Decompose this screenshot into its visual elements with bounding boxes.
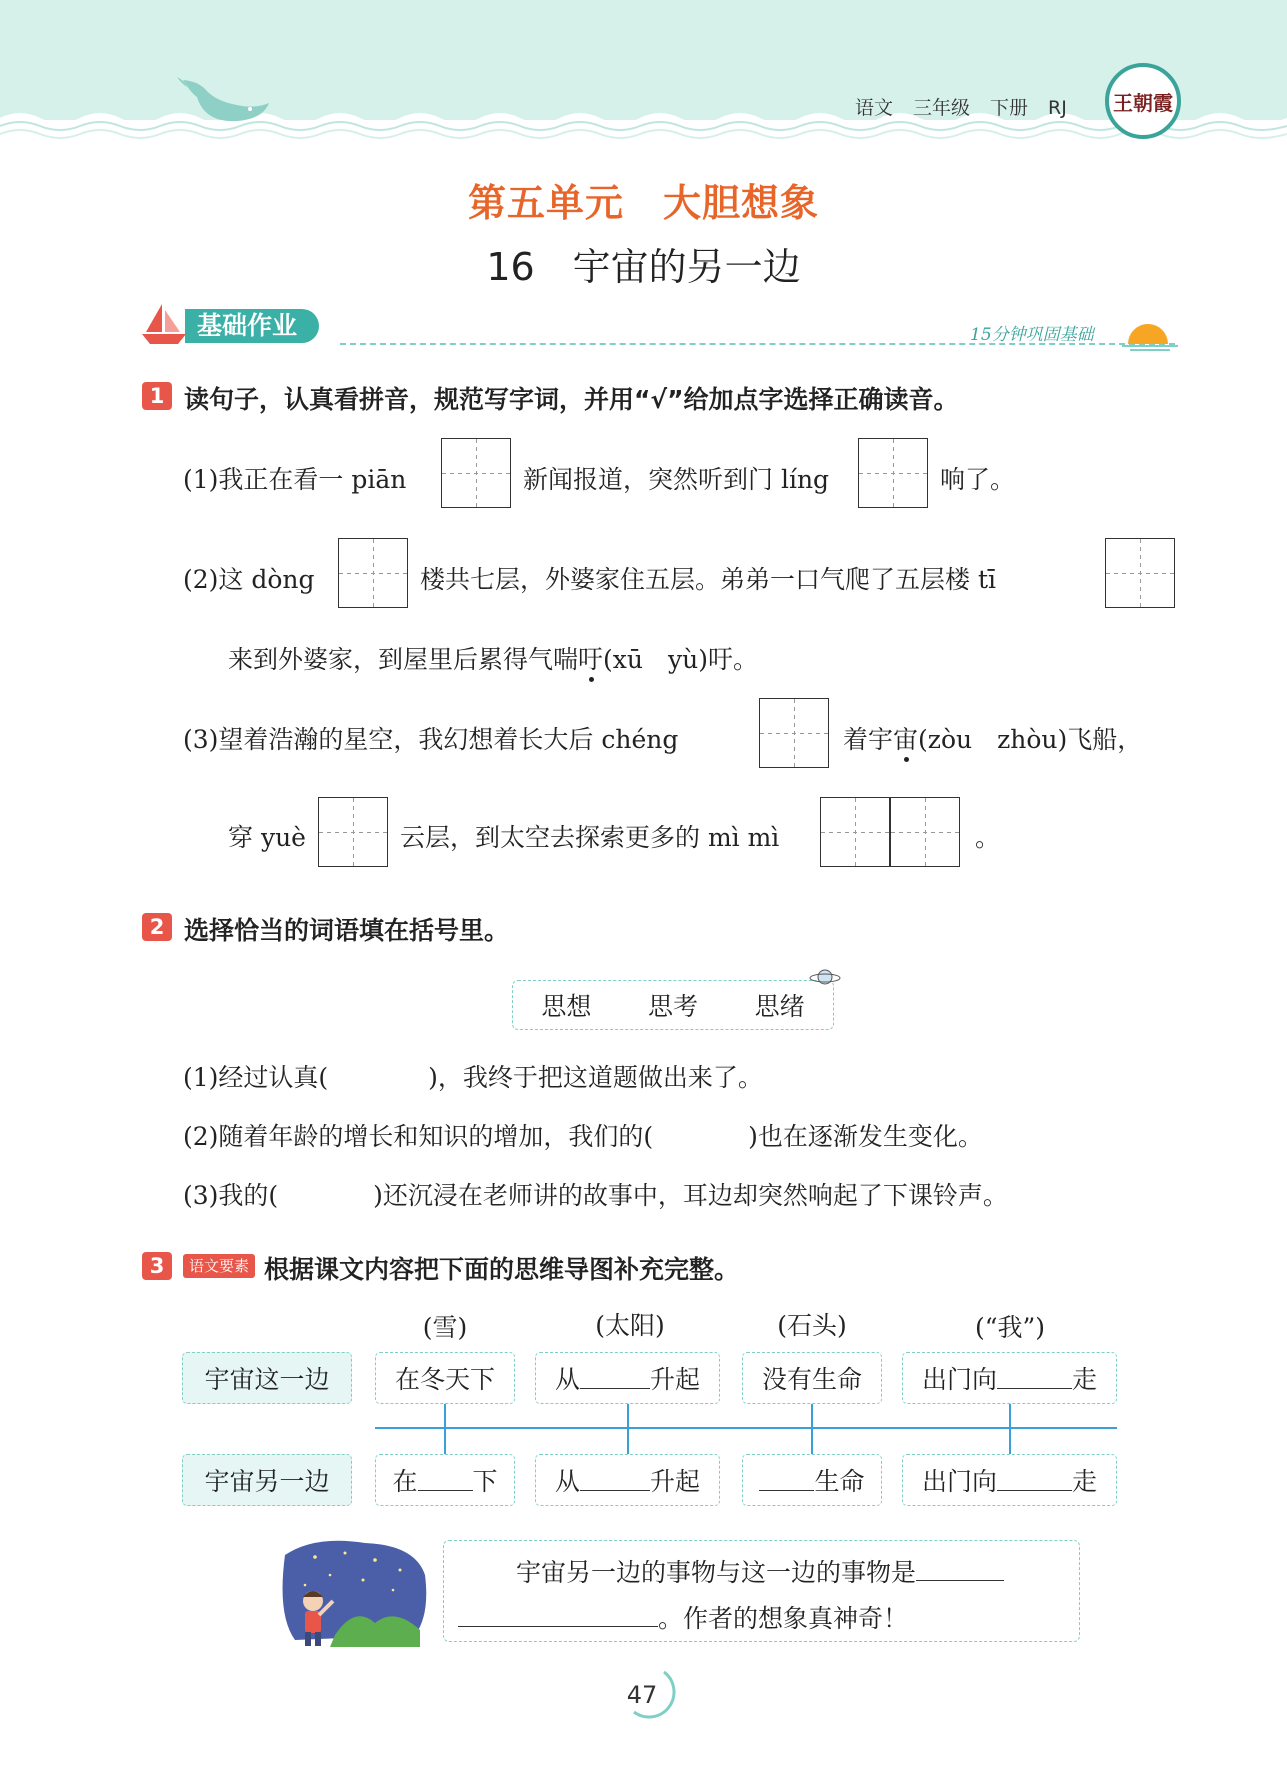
mindmap-row2-label: 宇宙另一边 (182, 1454, 352, 1506)
starry-sky-illustration (275, 1535, 430, 1650)
section-note: 15分钟巩固基础 (970, 325, 1094, 345)
unit-title: 第五单元 大胆想象 (467, 181, 819, 225)
q1-s3-part-d: 云层，到太空去探索更多的 mì mì (400, 823, 780, 852)
q1-s1-part-a: (1)我正在看一 piān (183, 465, 407, 494)
q1-number: 1 (142, 382, 172, 410)
page-number: 47 (626, 1681, 658, 1709)
r2c3-text-b: 生命 (814, 1467, 865, 1496)
logo-text: 王朝霞 (1113, 90, 1173, 115)
summary-line-2 (458, 1599, 908, 1635)
q1-s3-part-a: (3)望着浩瀚的星空，我幻想着长大后 chéng (183, 725, 679, 754)
q1-s2-pinyin-choice[interactable]: (xū yù)吁。 (603, 645, 758, 674)
r2c3-blank[interactable] (759, 1470, 814, 1491)
summary-line-1 (516, 1553, 1004, 1589)
q2-prompt: 选择恰当的词语填在括号里。 (184, 916, 510, 945)
q1-s3-writing-box-1[interactable] (759, 698, 829, 768)
mindmap-r1c4 (902, 1352, 1117, 1404)
r2c4-text-b: 走 (1072, 1467, 1098, 1496)
sailboat-icon (140, 302, 188, 346)
section-label: 基础作业 (185, 309, 319, 343)
mindmap-r2c1 (375, 1454, 515, 1506)
q2-s1-text-b: )，我终于把这道题做出来了。 (428, 1063, 763, 1092)
q2-s2 (183, 1117, 983, 1153)
r1c4-text-b: 走 (1072, 1365, 1098, 1394)
volume-label: 下册 (990, 97, 1029, 119)
mindmap-r2c4 (902, 1454, 1117, 1506)
q3-summary-box (443, 1540, 1080, 1642)
mindmap-head-4: (“我”) (974, 1313, 1046, 1342)
r1c4-text-a: 出门向 (921, 1365, 997, 1394)
q1-s2-dotted-char: 吁 (578, 645, 604, 674)
r2c1-text-a: 在 (392, 1467, 418, 1496)
word-option-3: 思绪 (754, 992, 805, 1021)
q3-tag: 语文要素 (183, 1254, 255, 1278)
q2-number: 2 (142, 913, 172, 941)
r1c2-text-b: 升起 (650, 1365, 701, 1394)
subject-label: 语文 (855, 97, 894, 119)
q1-s2-text-1: 来到外婆家，到屋里后累得气喘 (228, 645, 579, 674)
q2-s1-text-a: (1)经过认真( (183, 1063, 329, 1092)
summary-text-a: 宇宙另一边的事物与这一边的事物是 (516, 1558, 917, 1587)
q2-s3-text-b: )还沉浸在老师讲的故事中，耳边却突然响起了下课铃声。 (373, 1181, 1008, 1210)
q1-s1-writing-box-1[interactable] (441, 438, 511, 508)
q1-s2-line2 (228, 640, 758, 676)
q2-s2-text-a: (2)随着年龄的增长和知识的增加，我们的( (183, 1122, 654, 1151)
r2c2-text-b: 升起 (650, 1467, 701, 1496)
mindmap-r1c2 (535, 1352, 720, 1404)
summary-blank-2[interactable] (458, 1606, 658, 1627)
q1-s1-writing-box-2[interactable] (858, 438, 928, 508)
q1-s3-text-1: 着宇 (843, 725, 894, 754)
q1-s3-dotted-char: 宙 (893, 725, 919, 754)
q1-s3-part-e: 。 (975, 823, 1001, 852)
brand-logo (1105, 63, 1181, 139)
lesson-title: 16 宇宙的另一边 (486, 245, 801, 289)
q1-s3-writing-box-4[interactable] (890, 797, 960, 867)
q2-word-bank (512, 980, 834, 1030)
q2-s1 (183, 1058, 763, 1094)
q1-s2-part-b: 楼共七层，外婆家住五层。弟弟一口气爬了五层楼 tī (420, 565, 996, 594)
mindmap-head-3: (石头) (777, 1311, 847, 1340)
r1c2-text-a: 从 (554, 1365, 580, 1394)
q1-s3-part-c: 穿 yuè (228, 823, 306, 852)
q1-s3-pinyin-choice[interactable]: (zòu zhòu)飞船， (918, 725, 1143, 754)
header-meta (855, 93, 1087, 120)
mindmap-connector-lines (375, 1404, 1117, 1454)
q2-s3 (183, 1176, 1008, 1212)
q1-s1-part-b: 新闻报道，突然听到门 líng (523, 465, 830, 494)
q1-s2-writing-box-1[interactable] (338, 538, 408, 608)
mindmap-row1-label: 宇宙这一边 (182, 1352, 352, 1404)
mindmap-head-2: (太阳) (595, 1311, 665, 1340)
q3-prompt: 根据课文内容把下面的思维导图补充完整。 (264, 1255, 740, 1284)
mindmap-r2c2 (535, 1454, 720, 1506)
r2c1-text-b: 下 (472, 1467, 498, 1496)
mindmap-r1c1: 在冬天下 (375, 1352, 515, 1404)
q1-prompt: 读句子，认真看拼音，规范写字词，并用“√”给加点字选择正确读音。 (184, 385, 959, 414)
q1-s2-part-a: (2)这 dòng (183, 565, 315, 594)
grade-label: 三年级 (913, 97, 971, 119)
mindmap-r2c3 (742, 1454, 882, 1506)
q1-s1-part-c: 响了。 (940, 465, 1016, 494)
r2c1-blank[interactable] (418, 1470, 473, 1491)
q1-s3-writing-box-3[interactable] (820, 797, 890, 867)
q1-s3-writing-box-2[interactable] (318, 797, 388, 867)
r2c4-text-a: 出门向 (921, 1467, 997, 1496)
r2c2-text-a: 从 (554, 1467, 580, 1496)
q2-s2-text-b: )也在逐渐发生变化。 (748, 1122, 983, 1151)
word-option-2: 思考 (647, 992, 698, 1021)
r2c4-blank[interactable] (997, 1470, 1072, 1491)
summary-text-b: 。作者的想象真神奇！ (658, 1604, 909, 1633)
r1c2-blank[interactable] (580, 1368, 650, 1389)
word-option-1: 思想 (541, 992, 592, 1021)
q3-number: 3 (142, 1252, 172, 1280)
q1-s3-part-b (843, 720, 1142, 756)
q2-s3-text-a: (3)我的( (183, 1181, 279, 1210)
edition-label: RJ (1048, 97, 1067, 119)
q1-s2-writing-box-2[interactable] (1105, 538, 1175, 608)
planet-icon (808, 966, 842, 988)
mindmap-r1c3: 没有生命 (742, 1352, 882, 1404)
r2c2-blank[interactable] (580, 1470, 650, 1491)
r1c4-blank[interactable] (997, 1368, 1072, 1389)
sunset-icon (1122, 318, 1178, 354)
summary-blank-1[interactable] (916, 1560, 1004, 1581)
whale-icon (175, 75, 275, 130)
mindmap-head-1: (雪) (422, 1313, 468, 1342)
